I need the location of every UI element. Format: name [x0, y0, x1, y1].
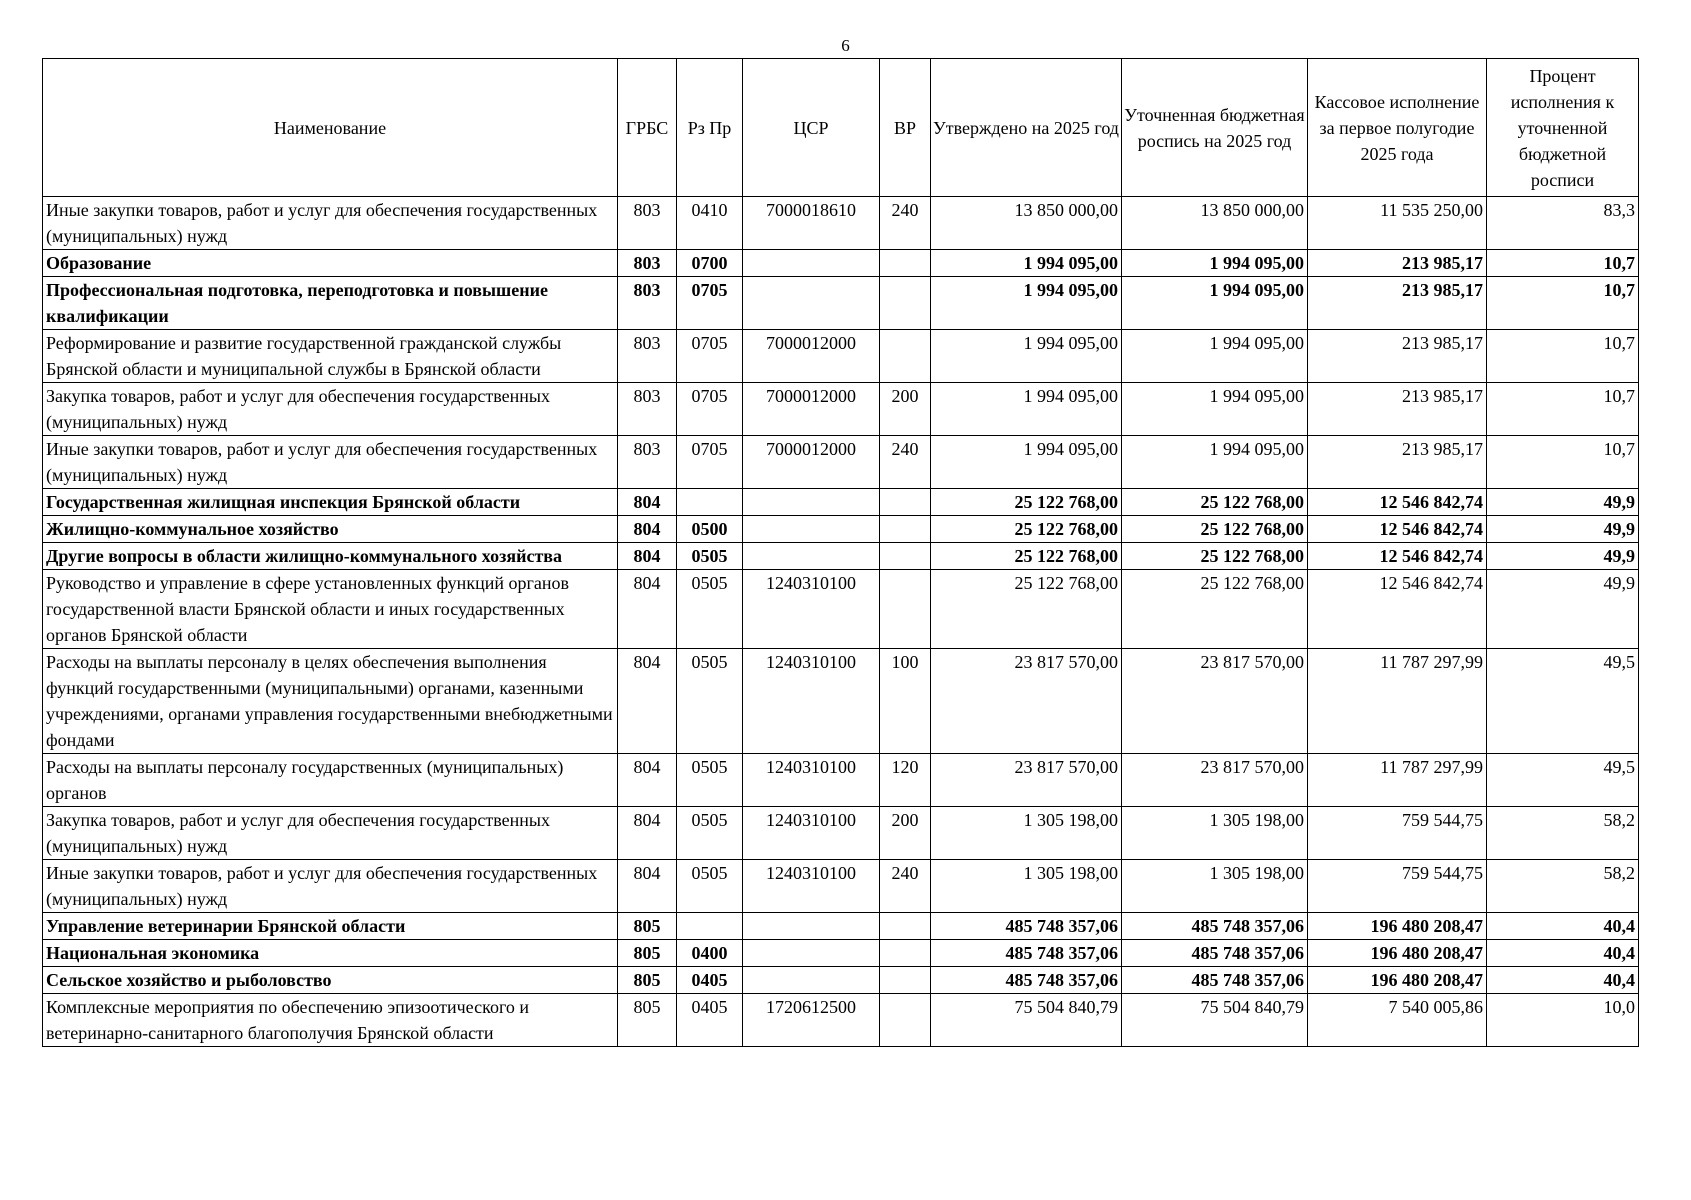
cell-percent: 10,7	[1487, 383, 1639, 436]
cell-percent: 49,9	[1487, 516, 1639, 543]
cell-csr	[743, 940, 880, 967]
cell-csr: 7000018610	[743, 197, 880, 250]
cell-vr	[880, 277, 931, 330]
table-row	[43, 330, 1639, 383]
cell-approved: 485 748 357,06	[931, 913, 1122, 940]
table-row	[43, 967, 1639, 994]
cell-csr	[743, 489, 880, 516]
cell-cash: 12 546 842,74	[1308, 570, 1487, 649]
cell-csr: 1240310100	[743, 570, 880, 649]
cell-vr: 200	[880, 807, 931, 860]
cell-cash: 213 985,17	[1308, 277, 1487, 330]
cell-refined: 23 817 570,00	[1122, 649, 1308, 754]
cell-csr	[743, 516, 880, 543]
cell-refined: 1 305 198,00	[1122, 860, 1308, 913]
cell-refined: 485 748 357,06	[1122, 967, 1308, 994]
cell-cash: 213 985,17	[1308, 436, 1487, 489]
table-row	[43, 197, 1639, 250]
cell-refined: 75 504 840,79	[1122, 994, 1308, 1047]
cell-name: Иные закупки товаров, работ и услуг для обеспечения государственных (муниципальных) нужд	[43, 436, 618, 489]
table-row	[43, 543, 1639, 570]
cell-name: Закупка товаров, работ и услуг для обеспечения государственных (муниципальных) нужд	[43, 383, 618, 436]
cell-grbs: 804	[618, 649, 677, 754]
cell-percent: 10,0	[1487, 994, 1639, 1047]
cell-grbs: 803	[618, 250, 677, 277]
cell-rzpr: 0705	[677, 330, 743, 383]
cell-approved: 1 305 198,00	[931, 860, 1122, 913]
cell-csr: 1720612500	[743, 994, 880, 1047]
cell-rzpr	[677, 913, 743, 940]
table-row	[43, 649, 1639, 754]
cell-approved: 1 994 095,00	[931, 436, 1122, 489]
header-grbs: ГРБС	[618, 59, 677, 197]
cell-name: Государственная жилищная инспекция Брянской области	[43, 489, 618, 516]
cell-grbs: 803	[618, 197, 677, 250]
cell-vr: 240	[880, 197, 931, 250]
cell-approved: 1 994 095,00	[931, 383, 1122, 436]
cell-refined: 1 994 095,00	[1122, 383, 1308, 436]
table-row	[43, 250, 1639, 277]
cell-name: Иные закупки товаров, работ и услуг для обеспечения государственных (муниципальных) нужд	[43, 197, 618, 250]
cell-grbs: 803	[618, 436, 677, 489]
cell-percent: 10,7	[1487, 436, 1639, 489]
cell-percent: 40,4	[1487, 913, 1639, 940]
cell-csr	[743, 277, 880, 330]
cell-approved: 75 504 840,79	[931, 994, 1122, 1047]
cell-cash: 11 535 250,00	[1308, 197, 1487, 250]
table-row	[43, 489, 1639, 516]
cell-approved: 1 305 198,00	[931, 807, 1122, 860]
cell-vr	[880, 330, 931, 383]
cell-percent: 10,7	[1487, 250, 1639, 277]
cell-percent: 58,2	[1487, 807, 1639, 860]
table-row	[43, 383, 1639, 436]
cell-name: Управление ветеринарии Брянской области	[43, 913, 618, 940]
cell-grbs: 803	[618, 277, 677, 330]
cell-vr	[880, 250, 931, 277]
table-row	[43, 940, 1639, 967]
cell-grbs: 803	[618, 330, 677, 383]
cell-name: Иные закупки товаров, работ и услуг для обеспечения государственных (муниципальных) нужд	[43, 860, 618, 913]
cell-cash: 12 546 842,74	[1308, 516, 1487, 543]
table-body	[43, 197, 1639, 1047]
cell-rzpr: 0505	[677, 543, 743, 570]
table-row	[43, 913, 1639, 940]
table-row	[43, 754, 1639, 807]
header-row	[43, 59, 1639, 197]
cell-vr	[880, 913, 931, 940]
cell-percent: 49,5	[1487, 754, 1639, 807]
header-refined: Уточненная бюджетная роспись на 2025 год	[1122, 59, 1308, 197]
table-row	[43, 807, 1639, 860]
table-row	[43, 860, 1639, 913]
cell-refined: 25 122 768,00	[1122, 516, 1308, 543]
cell-grbs: 804	[618, 516, 677, 543]
cell-approved: 485 748 357,06	[931, 967, 1122, 994]
table-row	[43, 516, 1639, 543]
table-row	[43, 570, 1639, 649]
table-row	[43, 277, 1639, 330]
cell-refined: 485 748 357,06	[1122, 940, 1308, 967]
cell-refined: 1 994 095,00	[1122, 277, 1308, 330]
cell-name: Комплексные мероприятия по обеспечению эпизоотического и ветеринарно-санитарного благополучия Брянской области	[43, 994, 618, 1047]
cell-approved: 1 994 095,00	[931, 330, 1122, 383]
cell-cash: 12 546 842,74	[1308, 489, 1487, 516]
cell-cash: 213 985,17	[1308, 250, 1487, 277]
cell-refined: 13 850 000,00	[1122, 197, 1308, 250]
cell-rzpr: 0505	[677, 860, 743, 913]
cell-percent: 10,7	[1487, 330, 1639, 383]
cell-csr: 1240310100	[743, 860, 880, 913]
cell-name: Профессиональная подготовка, переподготовка и повышение квалификации	[43, 277, 618, 330]
cell-grbs: 804	[618, 543, 677, 570]
cell-name: Другие вопросы в области жилищно-коммунального хозяйства	[43, 543, 618, 570]
cell-cash: 7 540 005,86	[1308, 994, 1487, 1047]
cell-vr	[880, 516, 931, 543]
cell-rzpr: 0705	[677, 436, 743, 489]
cell-name: Образование	[43, 250, 618, 277]
page-number: 6	[841, 36, 850, 55]
header-name: Наименование	[43, 59, 618, 197]
cell-approved: 1 994 095,00	[931, 277, 1122, 330]
cell-approved: 25 122 768,00	[931, 570, 1122, 649]
cell-vr: 120	[880, 754, 931, 807]
cell-percent: 40,4	[1487, 967, 1639, 994]
table-row	[43, 436, 1639, 489]
cell-rzpr	[677, 489, 743, 516]
cell-refined: 1 305 198,00	[1122, 807, 1308, 860]
cell-refined: 1 994 095,00	[1122, 436, 1308, 489]
cell-cash: 196 480 208,47	[1308, 913, 1487, 940]
cell-refined: 25 122 768,00	[1122, 543, 1308, 570]
cell-csr: 7000012000	[743, 436, 880, 489]
cell-cash: 11 787 297,99	[1308, 649, 1487, 754]
cell-vr: 240	[880, 436, 931, 489]
cell-csr: 1240310100	[743, 807, 880, 860]
header-vr: ВР	[880, 59, 931, 197]
cell-grbs: 803	[618, 383, 677, 436]
cell-vr	[880, 967, 931, 994]
cell-rzpr: 0705	[677, 277, 743, 330]
cell-percent: 10,7	[1487, 277, 1639, 330]
cell-rzpr: 0505	[677, 570, 743, 649]
header-rzpr: Рз Пр	[677, 59, 743, 197]
cell-percent: 49,9	[1487, 543, 1639, 570]
cell-vr: 200	[880, 383, 931, 436]
cell-cash: 759 544,75	[1308, 860, 1487, 913]
cell-name: Сельское хозяйство и рыболовство	[43, 967, 618, 994]
cell-cash: 213 985,17	[1308, 330, 1487, 383]
cell-refined: 1 994 095,00	[1122, 250, 1308, 277]
cell-cash: 196 480 208,47	[1308, 967, 1487, 994]
cell-cash: 759 544,75	[1308, 807, 1487, 860]
cell-rzpr: 0505	[677, 649, 743, 754]
cell-csr	[743, 543, 880, 570]
cell-cash: 213 985,17	[1308, 383, 1487, 436]
cell-grbs: 804	[618, 860, 677, 913]
cell-refined: 485 748 357,06	[1122, 913, 1308, 940]
cell-csr: 1240310100	[743, 754, 880, 807]
cell-grbs: 804	[618, 489, 677, 516]
cell-refined: 23 817 570,00	[1122, 754, 1308, 807]
cell-cash: 196 480 208,47	[1308, 940, 1487, 967]
cell-approved: 25 122 768,00	[931, 543, 1122, 570]
cell-name: Национальная экономика	[43, 940, 618, 967]
cell-vr	[880, 940, 931, 967]
header-percent: Процент исполнения к уточненной бюджетной росписи	[1487, 59, 1639, 197]
cell-vr: 100	[880, 649, 931, 754]
cell-grbs: 805	[618, 940, 677, 967]
cell-rzpr: 0400	[677, 940, 743, 967]
cell-name: Руководство и управление в сфере установленных функций органов государственной власти Брянской области и иных государственных органов Брянской области	[43, 570, 618, 649]
cell-name: Расходы на выплаты персоналу в целях обеспечения выполнения функций государственными (муниципальными) органами, казенными учреждениями, органами управления государственными внебюджетными фондами	[43, 649, 618, 754]
cell-percent: 49,9	[1487, 570, 1639, 649]
cell-rzpr: 0410	[677, 197, 743, 250]
cell-percent: 40,4	[1487, 940, 1639, 967]
table-row	[43, 994, 1639, 1047]
cell-cash: 12 546 842,74	[1308, 543, 1487, 570]
cell-refined: 1 994 095,00	[1122, 330, 1308, 383]
cell-name: Жилищно-коммунальное хозяйство	[43, 516, 618, 543]
cell-rzpr: 0405	[677, 967, 743, 994]
cell-approved: 13 850 000,00	[931, 197, 1122, 250]
cell-rzpr: 0700	[677, 250, 743, 277]
cell-csr: 7000012000	[743, 383, 880, 436]
cell-csr: 1240310100	[743, 649, 880, 754]
cell-rzpr: 0500	[677, 516, 743, 543]
cell-vr: 240	[880, 860, 931, 913]
cell-grbs: 804	[618, 754, 677, 807]
cell-approved: 23 817 570,00	[931, 649, 1122, 754]
cell-rzpr: 0405	[677, 994, 743, 1047]
cell-rzpr: 0705	[677, 383, 743, 436]
cell-approved: 25 122 768,00	[931, 489, 1122, 516]
cell-percent: 58,2	[1487, 860, 1639, 913]
cell-csr	[743, 250, 880, 277]
cell-approved: 25 122 768,00	[931, 516, 1122, 543]
cell-percent: 49,9	[1487, 489, 1639, 516]
cell-grbs: 805	[618, 994, 677, 1047]
header-csr: ЦСР	[743, 59, 880, 197]
budget-table	[42, 58, 1639, 1047]
cell-rzpr: 0505	[677, 754, 743, 807]
cell-grbs: 804	[618, 807, 677, 860]
cell-vr	[880, 489, 931, 516]
cell-approved: 485 748 357,06	[931, 940, 1122, 967]
cell-percent: 49,5	[1487, 649, 1639, 754]
cell-name: Расходы на выплаты персоналу государственных (муниципальных) органов	[43, 754, 618, 807]
cell-name: Реформирование и развитие государственной гражданской службы Брянской области и муниципальной службы в Брянской области	[43, 330, 618, 383]
cell-refined: 25 122 768,00	[1122, 489, 1308, 516]
cell-vr	[880, 543, 931, 570]
cell-csr: 7000012000	[743, 330, 880, 383]
cell-rzpr: 0505	[677, 807, 743, 860]
header-approved: Утверждено на 2025 год	[931, 59, 1122, 197]
cell-approved: 1 994 095,00	[931, 250, 1122, 277]
cell-grbs: 804	[618, 570, 677, 649]
cell-vr	[880, 994, 931, 1047]
cell-vr	[880, 570, 931, 649]
cell-percent: 83,3	[1487, 197, 1639, 250]
cell-approved: 23 817 570,00	[931, 754, 1122, 807]
cell-cash: 11 787 297,99	[1308, 754, 1487, 807]
cell-grbs: 805	[618, 967, 677, 994]
header-cash: Кассовое исполнение за первое полугодие 2025 года	[1308, 59, 1487, 197]
cell-csr	[743, 967, 880, 994]
cell-csr	[743, 913, 880, 940]
cell-name: Закупка товаров, работ и услуг для обеспечения государственных (муниципальных) нужд	[43, 807, 618, 860]
cell-refined: 25 122 768,00	[1122, 570, 1308, 649]
cell-grbs: 805	[618, 913, 677, 940]
